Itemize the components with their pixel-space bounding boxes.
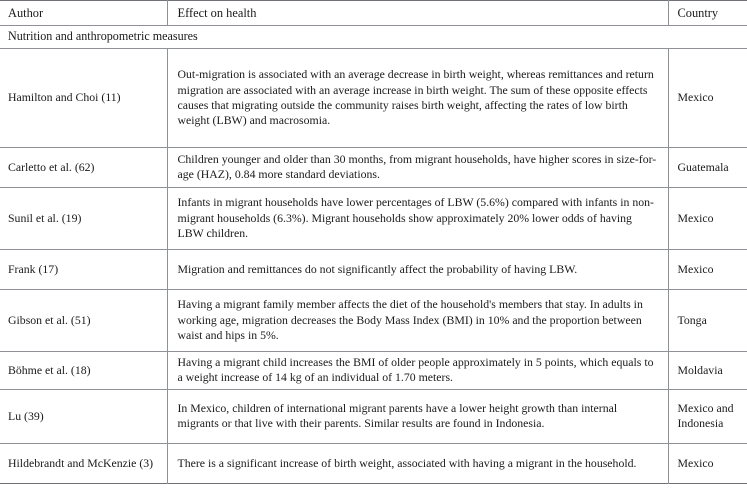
table-header <box>0 1 747 26</box>
cell-author: Frank (17) <box>0 249 167 289</box>
cell-author: Lu (39) <box>0 389 167 443</box>
cell-country: Moldavia <box>677 362 723 377</box>
cell-country: Mexico <box>677 455 714 470</box>
table-header-row <box>0 1 747 26</box>
cell-country: Mexico and Indonesia <box>677 401 734 431</box>
cell-author: Carletto et al. (62) <box>0 147 167 187</box>
table-row <box>0 351 747 389</box>
table-row <box>0 443 747 483</box>
cell-effect: Infants in migrant households have lower percentages of LBW (5.6%) compared with infants in non-migrant households (6.3%). Migrant households show approximately 20% lower odds of having LBW children. <box>167 187 668 249</box>
cell-effect: There is a significant increase of birth weight, associated with having a migrant in the household. <box>167 443 668 483</box>
section-row-nutrition <box>0 26 747 49</box>
cell-effect: Having a migrant child increases the BMI of older people approximately in 5 points, which equals to a weight increase of 14 kg of an individual of 1.70 meters. <box>167 351 668 389</box>
cell-country: Mexico <box>677 210 714 225</box>
table-row <box>0 389 747 443</box>
cell-author: Sunil et al. (19) <box>0 187 167 249</box>
cell-effect: In Mexico, children of international migrant parents have a lower height growth than internal migrants or that live with their parents. Similar results are found in Indonesia. <box>167 389 668 443</box>
table-row <box>0 187 747 249</box>
cell-country: Mexico <box>677 90 714 105</box>
cell-author: Hildebrandt and McKenzie (3) <box>0 443 167 483</box>
cell-effect: Migration and remittances do not significantly affect the probability of having LBW. <box>167 249 668 289</box>
cell-effect: Children younger and older than 30 months, from migrant households, have higher scores in size-for-age (HAZ), 0.84 more standard deviations. <box>167 147 668 187</box>
cell-author: Hamilton and Choi (11) <box>0 48 167 147</box>
table-row <box>0 289 747 351</box>
cell-effect: Out-migration is associated with an average decrease in birth weight, whereas remittances and return migration are associated with an average increase in birth weight. The sum of these opposite effects causes that migrating outside the community raises birth weight, affecting the rates of low birth weight (LBW) and macrosomia. <box>167 48 668 147</box>
cell-author: Böhme et al. (18) <box>0 351 167 389</box>
cell-country: Mexico <box>677 261 714 276</box>
column-header-effect-on-health: Effect on health <box>167 1 668 26</box>
column-header-country: Country <box>677 6 719 20</box>
cell-author: Gibson et al. (51) <box>0 289 167 351</box>
cell-country: Guatemala <box>677 159 729 174</box>
table-row <box>0 147 747 187</box>
table-row <box>0 48 747 147</box>
cell-country: Tonga <box>677 312 707 327</box>
table-row <box>0 249 747 289</box>
section-label: Nutrition and anthropometric measures <box>8 29 198 44</box>
cell-effect: Having a migrant family member affects the diet of the household's members that stay. In adults in working age, migration decreases the Body Mass Index (BMI) in 10% and the proportion between waist and hips in 5%. <box>167 289 668 351</box>
table-body <box>0 26 747 484</box>
column-header-author: Author <box>0 1 167 26</box>
